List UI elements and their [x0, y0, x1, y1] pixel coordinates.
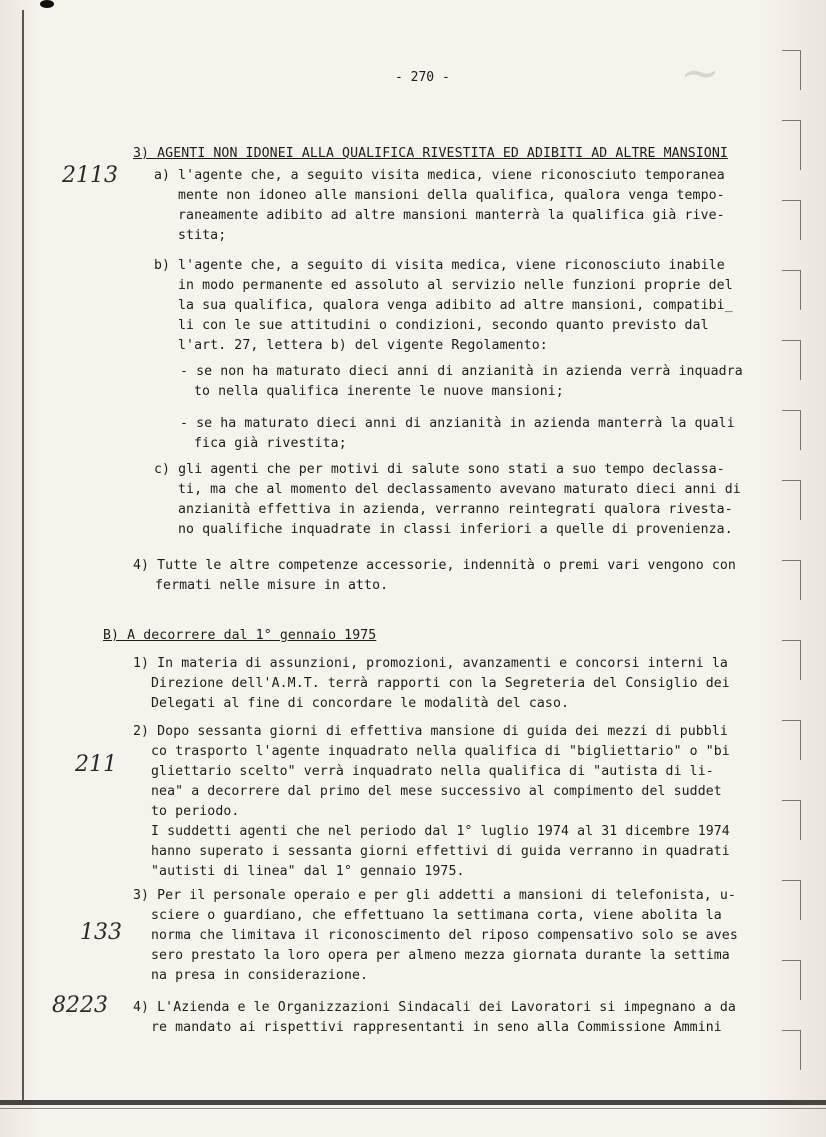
- section-3b-dash2-line: fica già rivestita;: [194, 436, 347, 451]
- section-3b-line: la sua qualifica, qualora venga adibito ad altre mansioni, compatibi_: [178, 298, 733, 313]
- section-b-heading: B) A decorrere dal 1° gennaio 1975: [103, 628, 377, 643]
- section-3c-line: no qualifiche inquadrate in classi inferiori a quelle di provenienza.: [178, 522, 733, 537]
- section-b1-line: Delegati al fine di concordare le modalità del caso.: [151, 696, 570, 711]
- section-b2-line: to periodo.: [151, 804, 240, 819]
- left-margin-rule: [22, 10, 24, 1100]
- section-b3-line: na presa in considerazione.: [151, 968, 369, 983]
- bottom-rule-thin: [0, 1108, 826, 1109]
- section-b1-line: Direzione dell'A.M.T. terrà rapporti con la Segreteria del Consiglio dei: [151, 676, 730, 691]
- section-3a-line: raneamente adibito ad altre mansioni manterrà la qualifica già rive-: [178, 208, 725, 223]
- section-3b-dash1-line: to nella qualifica inerente le nuove mansioni;: [194, 384, 564, 399]
- section-4-line: fermati nelle misure in atto.: [155, 578, 389, 593]
- section-b3-line: 3) Per il personale operaio e per gli addetti a mansioni di telefonista, u-: [133, 888, 736, 903]
- margin-note-3: 133: [80, 920, 122, 945]
- section-3a-line: mente non idoneo alle mansioni della qualifica, qualora venga tempo-: [178, 188, 725, 203]
- section-3a-line: a) l'agente che, a seguito visita medica, viene riconosciuto temporanea: [154, 168, 725, 183]
- section-b1-line: 1) In materia di assunzioni, promozioni, avanzamenti e concorsi interni la: [133, 656, 728, 671]
- section-b2-line: 2) Dopo sessanta giorni di effettiva mansione di guida dei mezzi di pubbli: [133, 724, 728, 739]
- section-b2-line: hanno superato i sessanta giorni effettivi di guida verranno in quadrati: [151, 844, 730, 859]
- section-b3-line: norma che limitava il riconoscimento del riposo compensativo solo se aves: [151, 928, 738, 943]
- section-4-line: 4) Tutte le altre competenze accessorie, indennità o premi vari vengono con: [133, 558, 736, 573]
- section-b2-line: I suddetti agenti che nel periodo dal 1° luglio 1974 al 31 dicembre 1974: [151, 824, 730, 839]
- section-3a-line: stita;: [178, 228, 227, 243]
- section-3b-dash2-line: - se ha maturato dieci anni di anzianità in azienda manterrà la quali: [180, 416, 735, 431]
- section-b2-line: "autisti di linea" dal 1° gennaio 1975.: [151, 864, 465, 879]
- section-b2-line: nea" a decorrere dal primo del mese successivo al compimento del suddet: [151, 784, 722, 799]
- right-edge-marks: [770, 20, 820, 1100]
- section-b3-line: sero prestato la loro opera per almeno mezza giornata durante la settima: [151, 948, 730, 963]
- section-3b-line: li con le sue attitudini o condizioni, secondo quanto previsto dal: [178, 318, 709, 333]
- section-3c-line: c) gli agenti che per motivi di salute sono stati a suo tempo declassa-: [154, 462, 725, 477]
- section-b4-line: 4) L'Azienda e le Organizzazioni Sindacali dei Lavoratori si impegnano a da: [133, 1000, 736, 1015]
- section-3c-line: anzianità effettiva in azienda, verranno reintegrati qualora rivesta-: [178, 502, 733, 517]
- ink-blot: [40, 0, 54, 8]
- bottom-rule: [0, 1100, 826, 1105]
- section-3b-line: in modo permanente ed assoluto al servizio nelle funzioni proprie del: [178, 278, 733, 293]
- section-b3-line: sciere o guardiano, che effettuano la settimana corta, viene abolita la: [151, 908, 722, 923]
- bleed-through-handwriting: ~: [680, 45, 721, 101]
- page-number: - 270 -: [395, 70, 450, 85]
- margin-note-4: 8223: [52, 993, 108, 1018]
- margin-note-1: 2113: [62, 163, 118, 188]
- section-b2-line: co trasporto l'agente inquadrato nella qualifica di "bigliettario" o "bi: [151, 744, 730, 759]
- section-b4-line: re mandato ai rispettivi rappresentanti in seno alla Commissione Ammini: [151, 1020, 722, 1035]
- section-3c-line: ti, ma che al momento del declassamento avevano maturato dieci anni di: [178, 482, 741, 497]
- section-b2-line: gliettario scelto" verrà inquadrato nella qualifica di "autista di li-: [151, 764, 714, 779]
- section-3b-line: l'art. 27, lettera b) del vigente Regolamento:: [178, 338, 548, 353]
- margin-note-2: 211: [75, 752, 117, 777]
- section-3b-line: b) l'agente che, a seguito di visita medica, viene riconosciuto inabile: [154, 258, 725, 273]
- section-3-heading: 3) AGENTI NON IDONEI ALLA QUALIFICA RIVESTITA ED ADIBITI AD ALTRE MANSIONI: [133, 146, 728, 161]
- section-3b-dash1-line: - se non ha maturato dieci anni di anzianità in azienda verrà inquadra: [180, 364, 743, 379]
